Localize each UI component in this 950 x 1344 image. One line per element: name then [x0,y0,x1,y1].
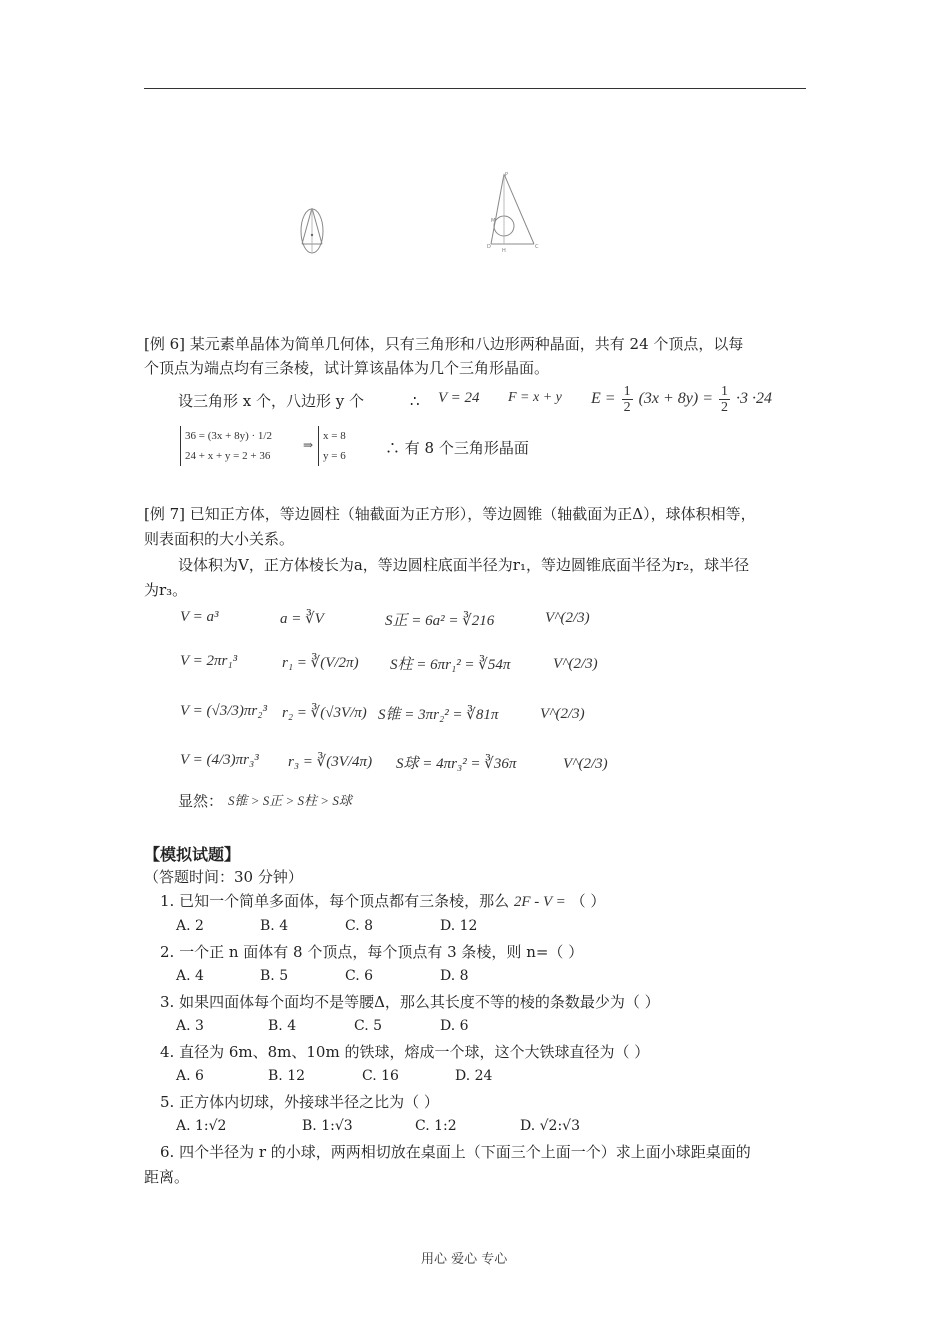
system-line2: 24 + x + y = 2 + 36 [185,450,271,462]
header-rule [144,88,806,89]
example7-setup-line1: 设体积为V，正方体棱长为a，等边圆柱底面半径为r₁，等边圆锥底面半径为r₂，球半径 [178,556,750,574]
cone-cross-section-figure [486,170,542,254]
question-4: 4. 直径为 6m、8m、10m 的铁球，熔成一个球，这个大铁球直径为（ ） [160,1043,650,1061]
frac-den-2: 2 [721,399,729,415]
q2-option-c: C. 6 [345,968,374,984]
q2-option-b: B. 5 [260,968,289,984]
row3-power: V^(2/3) [540,706,585,722]
svg-text:H: H [502,248,506,254]
q3-option-a: A. 3 [176,1018,204,1034]
row2-radius: r₁ = ∛(V/2π) [282,655,359,671]
row4-radius: r₃ = ∛(3V/4π) [288,754,373,770]
example6-system [180,426,272,466]
eq-e-frac1 [622,384,633,415]
implies-arrow: ⇒ [303,438,314,452]
eq-e-mid: (3x + 8y) = [638,390,714,407]
q2-option-d: D. 8 [440,968,469,984]
q5-option-a: A. 1:√2 [176,1118,227,1134]
q1-option-b: B. 4 [260,918,289,934]
solution-line1: x = 8 [323,430,346,442]
row3-volume: V = (√3/3)πr₂³ [180,703,267,719]
page-footer: 用心 爱心 专心 [421,1252,508,1267]
row4-power: V^(2/3) [563,756,608,772]
q3-option-b: B. 4 [268,1018,297,1034]
frac-num: 1 [623,383,631,399]
row2-power: V^(2/3) [553,656,598,672]
obviously-label: 显然： [178,792,224,810]
mock-heading: 【模拟试题】 [144,845,241,864]
svg-text:C: C [535,244,539,250]
example6-problem-line2: 个顶点为端点均有三条棱，试计算该晶体为几个三角形晶面。 [144,359,550,377]
question-1-text: 1. 已知一个简单多面体，每个顶点都有三条棱，那么 [160,892,510,910]
question-5: 5. 正方体内切球，外接球半径之比为（ ） [160,1093,439,1111]
question-1-tail: （ ） [570,892,606,910]
eq-e-left: E = [591,390,616,407]
example6-conclusion: ∴ 有 8 个三角形晶面 [385,439,529,457]
example6-therefore: ∴ [410,392,420,410]
example6-eq-v: V = 24 [438,390,480,406]
row3-surface: S锥 = 3πr₂² = ∛81π [378,707,499,723]
q3-option-d: D. 6 [440,1018,469,1034]
example6-setup: 设三角形 x 个，八边形 y 个 [178,392,365,410]
q5-option-b: B. 1:√3 [302,1118,353,1134]
question-1 [160,890,605,913]
q3-option-c: C. 5 [354,1018,383,1034]
row4-surface: S球 = 4πr₃² = ∛36π [396,756,517,772]
q4-option-a: A. 6 [176,1068,204,1084]
svg-text:M: M [491,218,496,224]
question-3: 3. 如果四面体每个面均不是等腰Δ，那么其长度不等的棱的条数最少为（ ） [160,993,660,1011]
frac-den: 2 [623,399,631,415]
q1-option-a: A. 2 [176,918,204,934]
example6-solution [318,426,346,466]
row4-volume: V = (4/3)πr₃³ [180,752,259,768]
eq-e-right: ·3 ·24 [736,390,773,407]
system-line1: 36 = (3x + 8y) · 1/2 [185,430,272,442]
sphere-in-cone-figure [298,202,326,256]
row2-surface: S柱 = 6πr₁² = ∛54π [390,657,511,673]
row1-volume: V = a³ [180,609,219,625]
example6-eq-f: F = x + y [508,390,562,405]
q2-option-a: A. 4 [176,968,204,984]
mock-time: （答题时间：30 分钟） [144,868,303,886]
row1-surface: S正 = 6a² = ∛216 [385,613,495,629]
frac-num-2: 1 [721,383,729,399]
row3-radius: r₂ = ∛(√3V/π) [282,705,367,721]
example7-problem-line1: [例 7] 已知正方体，等边圆柱（轴截面为正方形），等边圆锥（轴截面为正Δ），球体积相等， [144,505,756,523]
question-1-expr: 2F - V = [513,894,566,910]
row2-volume: V = 2πr₁³ [180,653,238,669]
question-2: 2. 一个正 n 面体有 8 个顶点，每个顶点有 3 条棱，则 n=（ ） [160,943,584,961]
solution-line2: y = 6 [323,450,346,462]
q4-option-d: D. 24 [455,1068,493,1084]
eq-e-frac2 [719,384,730,415]
svg-text:D: D [487,244,491,250]
example6-eq-e [591,380,772,418]
row1-edge: a = ∛V [280,611,324,627]
q4-option-b: B. 12 [268,1068,306,1084]
question-6-line1: 6. 四个半径为 r 的小球，两两相切放在桌面上（下面三个上面一个）求上面小球距桌面的 [160,1143,751,1161]
q5-option-d: D. √2:√3 [520,1118,580,1134]
example6-problem-line1: [例 6] 某元素单晶体为简单几何体，只有三角形和八边形两种晶面，共有 24 个顶点，以每 [144,335,744,353]
q1-option-d: D. 12 [440,918,478,934]
q4-option-c: C. 16 [362,1068,399,1084]
question-6-line2: 距离。 [144,1168,190,1186]
example7-problem-line2: 则表面积的大小关系。 [144,530,295,548]
row1-power: V^(2/3) [545,610,590,626]
q5-option-c: C. 1:2 [415,1118,457,1134]
surface-relation: S锥 > S正 > S柱 > S球 [228,793,352,808]
example7-setup-line2: 为r₃。 [144,581,188,599]
q1-option-c: C. 8 [345,918,374,934]
svg-text:P: P [505,172,509,178]
